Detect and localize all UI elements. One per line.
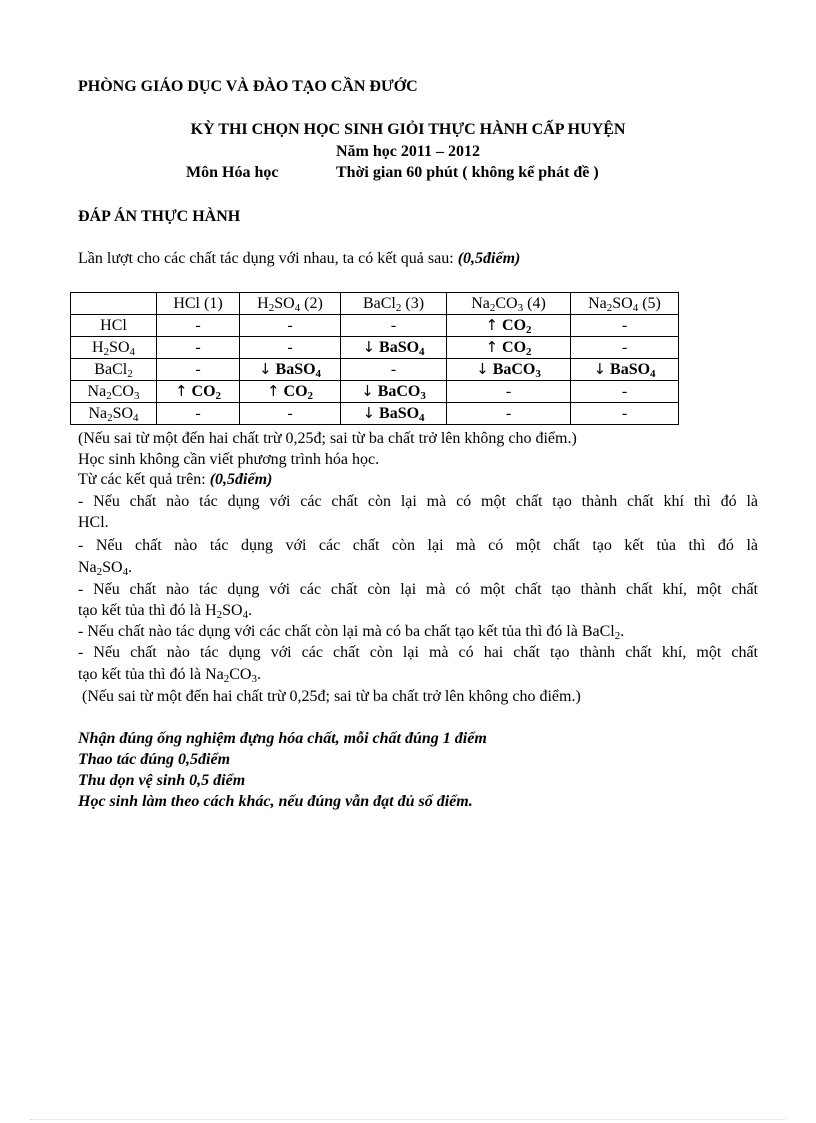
rule-4: - Nếu chất nào tác dụng với các chất còn lại mà có ba chất tạo kết tủa thì đó là BaCl$_2$. [78, 623, 625, 642]
from-results-line [78, 469, 758, 490]
table-cell: - [571, 381, 679, 403]
rule-5-line-1: - Nếu chất nào tác dụng với các chất còn lại mà có hai chất tạo thành chất khí, một chất [78, 644, 758, 661]
table-cell: ↓ BaCO$_3$ [341, 381, 447, 403]
duration-label: Thời gian 60 phút ( không kể phát đề ) [336, 164, 599, 181]
section-title: ĐÁP ÁN THỰC HÀNH [78, 208, 241, 225]
table-cell: ↓ BaSO$_4$ [341, 337, 447, 359]
exam-title: KỲ THI CHỌN HỌC SINH GIỎI THỰC HÀNH CẤP HUYỆN [190, 121, 626, 138]
table-row [71, 403, 679, 425]
from-results-score: (0,5điểm) [209, 471, 273, 488]
column-header-na2co3: $Na_2CO_3$ (4) [447, 293, 571, 315]
table-cell: - [157, 403, 240, 425]
table-cell: - [571, 403, 679, 425]
table-header-row [71, 293, 679, 315]
table-cell: - [157, 337, 240, 359]
table-cell: - [571, 337, 679, 359]
row-label-bacl2: BaCl$_2$ [71, 359, 157, 381]
column-header-na2so4: $Na_2SO_4$ (5) [571, 293, 679, 315]
table-cell: ↑ $CO_2$ [240, 381, 341, 403]
table-cell: - [447, 403, 571, 425]
row-label-hcl: HCl [71, 315, 157, 337]
table-cell: ↓ BaCO$_3$ [447, 359, 571, 381]
table-row [71, 359, 679, 381]
column-header-hcl: HCl (1) [157, 293, 240, 315]
school-year: Năm học 2011 – 2012 [336, 143, 480, 160]
intro-line [78, 250, 520, 268]
table-cell: ↑ $CO_2$ [447, 337, 571, 359]
table-row [71, 381, 679, 403]
table-cell: - [240, 315, 341, 337]
table-row [71, 337, 679, 359]
rule-2-line-1: - Nếu chất nào tác dụng với các chất còn lại mà có một chất tạo kết tủa thì đó là [78, 537, 758, 554]
penalty-note-2: (Nếu sai từ một đến hai chất trừ 0,25đ; sai từ ba chất trở lên không cho điểm.) [78, 688, 581, 705]
row-label-na2so4: $Na_2SO_4$ [71, 403, 157, 425]
table-cell: - [341, 359, 447, 381]
table-cell: - [240, 403, 341, 425]
table-cell: - [341, 315, 447, 337]
intro-score: (0,5điểm) [457, 250, 521, 267]
column-header-h2so4: $H_2SO_4$ (2) [240, 293, 341, 315]
table-cell: - [240, 337, 341, 359]
scoring-line-3: Thu dọn vệ sinh 0,5 điểm [78, 772, 246, 789]
table-row [71, 315, 679, 337]
scoring-line-1: Nhận đúng ống nghiệm đựng hóa chất, mỗi chất đúng 1 điểm [78, 730, 487, 747]
table-corner-cell [71, 293, 157, 315]
penalty-note: (Nếu sai từ một đến hai chất trừ 0,25đ; sai từ ba chất trở lên không cho điểm.) [78, 430, 577, 447]
row-label-na2co3: $Na_2CO_3$ [71, 381, 157, 403]
department-heading: PHÒNG GIÁO DỤC VÀ ĐÀO TẠO CẦN ĐƯỚC [78, 78, 418, 95]
rule-1-line-1: - Nếu chất nào tác dụng với các chất còn lại mà có một chất tạo thành chất khí thì đó là [78, 493, 758, 510]
table-cell: - [157, 359, 240, 381]
no-equation-note: Học sinh không cần viết phương trình hóa học. [78, 451, 380, 468]
table-cell: ↓ BaSO$_4$ [240, 359, 341, 381]
rule-2-line-2: $Na_2SO_4$. [78, 559, 133, 578]
rule-1-line-2: HCl. [78, 514, 109, 531]
rule-3-line-1: - Nếu chất nào tác dụng với các chất còn lại mà có một chất tạo thành chất khí, một chất [78, 581, 758, 598]
table-cell: ↑ $CO_2$ [157, 381, 240, 403]
table-cell: - [447, 381, 571, 403]
table-cell: ↓ BaSO$_4$ [341, 403, 447, 425]
table-cell: ↑ $CO_2$ [447, 315, 571, 337]
table-cell: - [571, 315, 679, 337]
subject-label: Môn Hóa học [186, 164, 279, 181]
table-cell: ↓ BaSO$_4$ [571, 359, 679, 381]
from-results-text: Từ các kết quả trên: [78, 471, 206, 488]
intro-text: Lần lượt cho các chất tác dụng với nhau, ta có kết quả sau: [78, 250, 454, 267]
row-label-h2so4: $H_2SO_4$ [71, 337, 157, 359]
rule-5-line-2: tạo kết tủa thì đó là $Na_2CO_3$. [78, 666, 261, 685]
column-header-bacl2: BaCl$_2$ (3) [341, 293, 447, 315]
rule-3-line-2: tạo kết tủa thì đó là $H_2SO_4$. [78, 602, 253, 621]
scoring-line-4: Học sinh làm theo cách khác, nếu đúng vẫn đạt đủ số điểm. [78, 793, 473, 810]
scoring-line-2: Thao tác đúng 0,5điểm [78, 751, 231, 768]
reaction-results-table [70, 292, 679, 425]
table-cell: - [157, 315, 240, 337]
page-bottom-divider [30, 1119, 786, 1120]
